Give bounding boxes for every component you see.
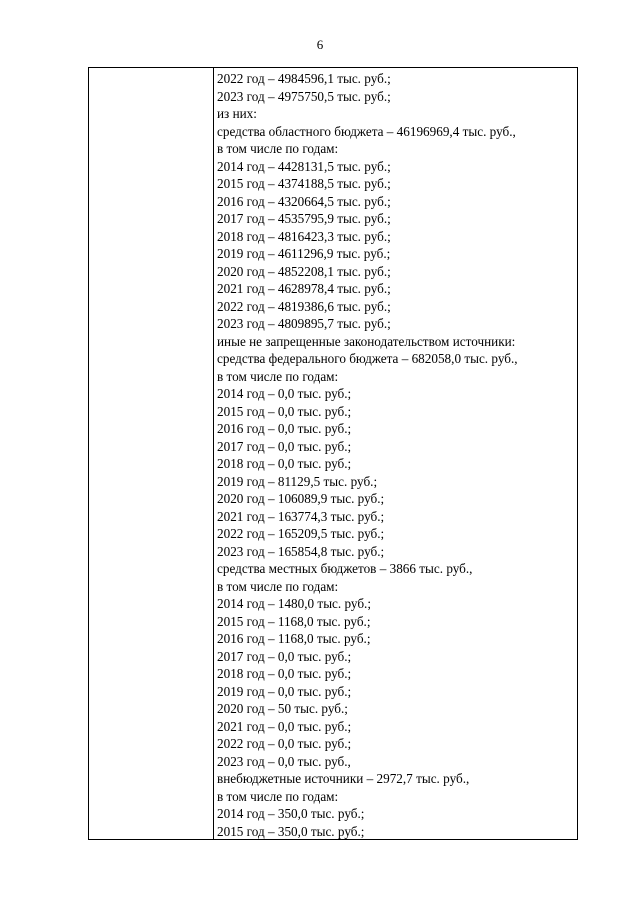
funding-table <box>88 67 578 840</box>
content-line: 2016 год – 0,0 тыс. руб.; <box>217 421 352 436</box>
content-line: 2023 год – 4975750,5 тыс. руб.; <box>217 88 391 104</box>
content-line: 2015 год – 4374188,5 тыс. руб.; <box>217 176 391 191</box>
content-line: 2021 год – 163774,3 тыс. руб.; <box>217 508 385 524</box>
content-line: 2020 год – 106089,9 тыс. руб.; <box>217 491 385 506</box>
content-line: 2015 год – 1168,0 тыс. руб.; <box>217 613 371 629</box>
content-line: 2023 год – 165854,8 тыс. руб.; <box>217 543 385 559</box>
content-line: 2022 год – 0,0 тыс. руб.; <box>217 736 352 751</box>
content-line: в том числе по годам: <box>217 141 339 156</box>
content-line: 2018 год – 4816423,3 тыс. руб.; <box>217 228 391 244</box>
content-line: 2019 год – 4611296,9 тыс. руб.; <box>217 246 391 261</box>
content-line: 2015 год – 350,0 тыс. руб.; <box>217 823 365 839</box>
content-line: иные не запрещенные законодательством источники: <box>217 333 516 349</box>
content-line: 2022 год – 165209,5 тыс. руб.; <box>217 526 385 541</box>
table-label-cell <box>89 68 214 839</box>
content-line: 2023 год – 4809895,7 тыс. руб.; <box>217 316 391 331</box>
content-line: средства федерального бюджета – 682058,0 тыс. руб., <box>217 351 518 366</box>
content-line: 2019 год – 0,0 тыс. руб.; <box>217 683 352 699</box>
content-line: 2016 год – 1168,0 тыс. руб.; <box>217 631 371 646</box>
content-line: 2019 год – 81129,5 тыс. руб.; <box>217 473 378 489</box>
table-content-cell <box>214 68 577 839</box>
page-number: 6 <box>316 37 324 52</box>
content-line: 2018 год – 0,0 тыс. руб.; <box>217 666 352 681</box>
content-line: 2014 год – 350,0 тыс. руб.; <box>217 806 365 821</box>
content-line: 2017 год – 0,0 тыс. руб.; <box>217 438 352 454</box>
content-line: 2022 год – 4984596,1 тыс. руб.; <box>217 71 391 86</box>
content-line: внебюджетные источники – 2972,7 тыс. руб., <box>217 771 470 786</box>
content-line: 2014 год – 4428131,5 тыс. руб.; <box>217 158 391 174</box>
content-line: 2021 год – 0,0 тыс. руб.; <box>217 718 352 734</box>
content-line: 2014 год – 0,0 тыс. руб.; <box>217 386 352 401</box>
content-line: 2018 год – 0,0 тыс. руб.; <box>217 456 352 471</box>
content-line: 2016 год – 4320664,5 тыс. руб.; <box>217 193 391 209</box>
content-line: 2015 год – 0,0 тыс. руб.; <box>217 403 352 419</box>
content-line: в том числе по годам: <box>217 578 339 594</box>
content-line: 2022 год – 4819386,6 тыс. руб.; <box>217 298 391 314</box>
content-line: 2020 год – 50 тыс. руб.; <box>217 701 348 716</box>
content-line: 2020 год – 4852208,1 тыс. руб.; <box>217 263 391 279</box>
content-line: в том числе по годам: <box>217 788 339 804</box>
content-line: из них: <box>217 106 257 121</box>
content-line: 2014 год – 1480,0 тыс. руб.; <box>217 596 372 611</box>
content-line: средства местных бюджетов – 3866 тыс. руб., <box>217 561 473 576</box>
content-line: в том числе по годам: <box>217 368 339 384</box>
content-line: 2017 год – 0,0 тыс. руб.; <box>217 648 352 664</box>
content-line: 2021 год – 4628978,4 тыс. руб.; <box>217 281 391 296</box>
content-line: 2023 год – 0,0 тыс. руб., <box>217 753 351 769</box>
content-line: средства областного бюджета – 46196969,4 тыс. руб., <box>217 123 516 139</box>
content-line: 2017 год – 4535795,9 тыс. руб.; <box>217 211 391 226</box>
